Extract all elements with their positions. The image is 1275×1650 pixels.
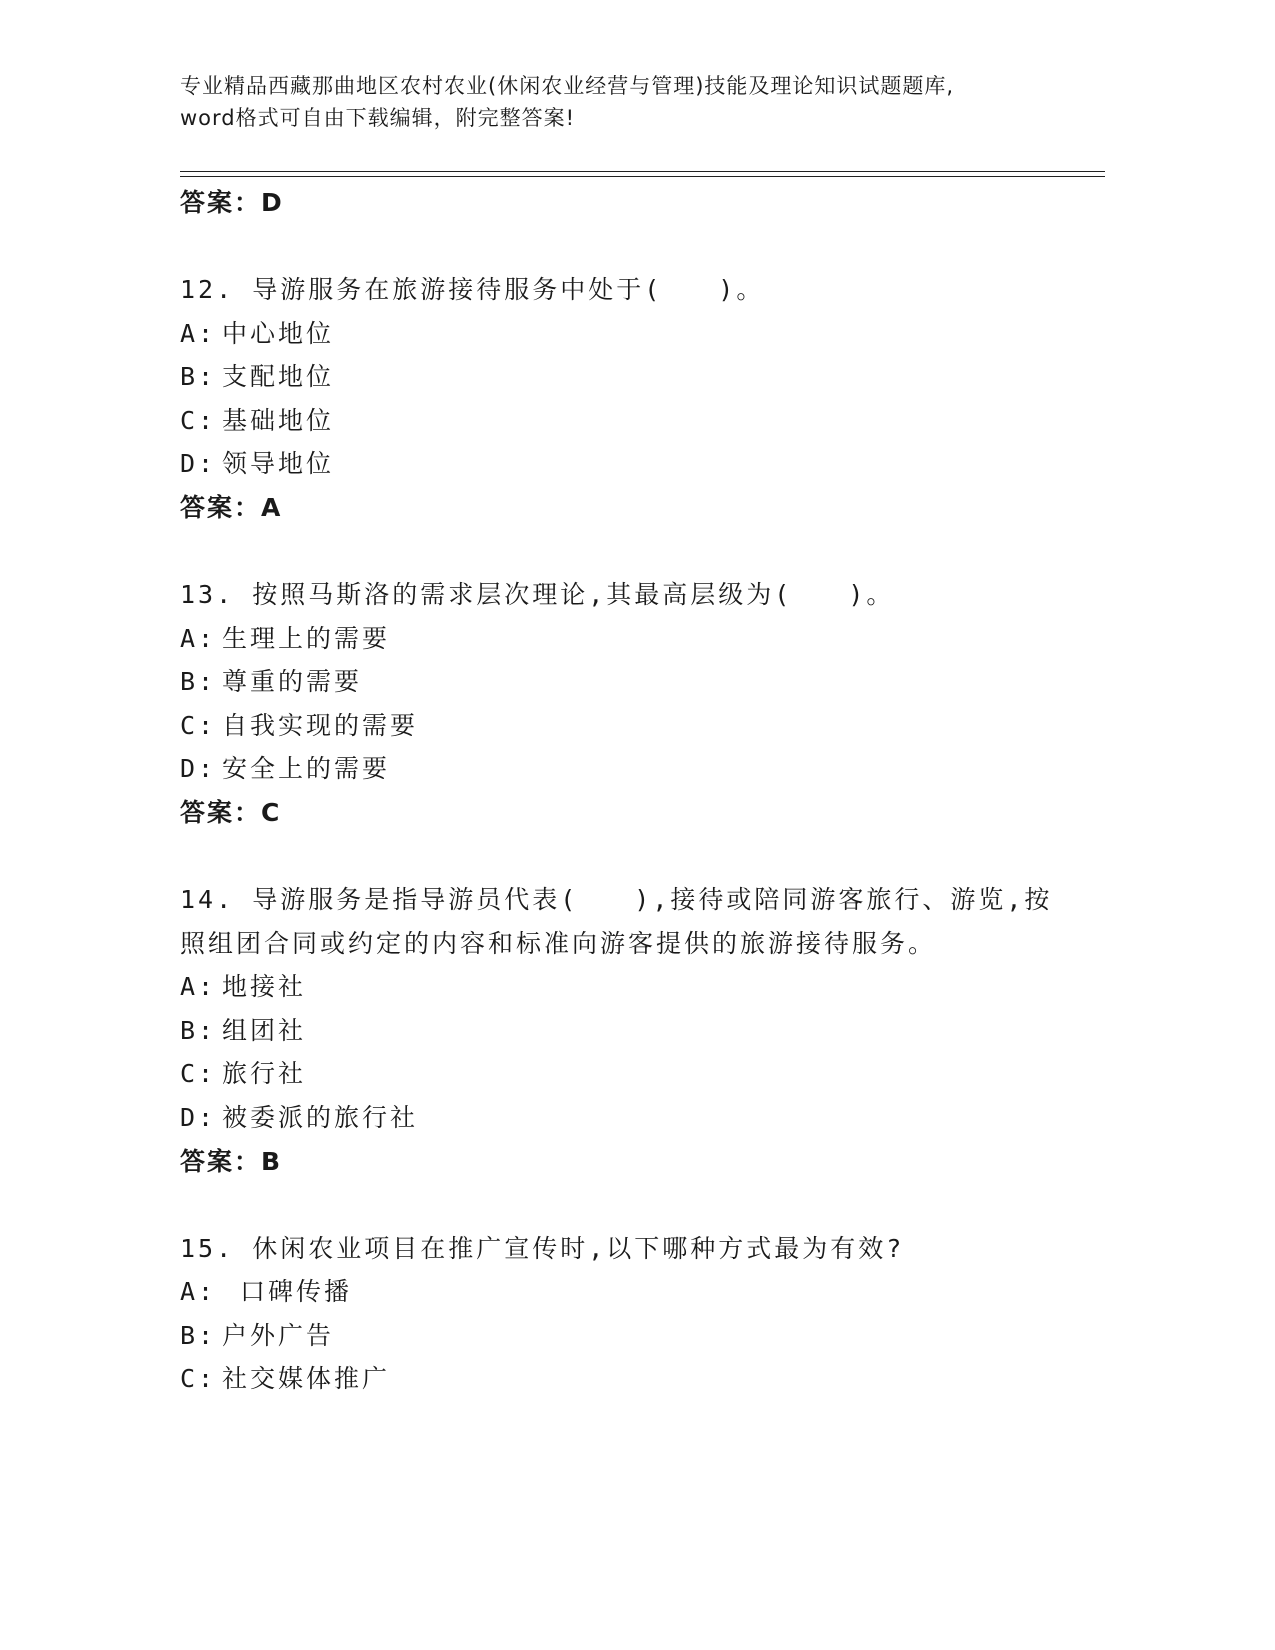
option-label: A: [180,1277,217,1307]
question-text: 按照马斯洛的需求层次理论,其最高层级为( )。 [252,579,895,609]
question-list [180,181,1060,1401]
question-number: 12. [180,275,235,304]
option-label: D: [180,449,217,479]
option-label: A: [180,318,217,348]
question-number: 14. [180,884,235,914]
option-label: C: [180,710,217,740]
option-b [180,660,1060,704]
option-text: 自我实现的需要 [222,710,419,740]
option-text: 中心地位 [222,318,335,348]
option-text: 旅行社 [222,1059,307,1089]
option-a [180,617,1060,661]
answer-line: 答案：A [180,492,283,522]
option-d [180,1096,1060,1140]
question-stem [180,573,1060,617]
option-c [180,704,1060,748]
header-rule-top [180,171,1105,172]
option-c [180,399,1060,443]
answer-line: 答案：D [180,188,284,217]
option-text: 组团社 [222,1015,307,1045]
answer-line: 答案：B [180,1146,283,1176]
option-label: C: [180,1059,217,1089]
option-label: A: [180,972,217,1002]
header-line-1: 专业精品西藏那曲地区农村农业(休闲农业经营与管理)技能及理论知识试题题库, [180,74,955,98]
option-b [180,1009,1060,1053]
option-a [180,1270,1060,1314]
option-text: 生理上的需要 [222,623,391,653]
option-d [180,747,1060,791]
question-number: 13. [180,579,235,609]
option-text: 地接社 [222,972,307,1002]
header-rule-bottom [180,176,1105,177]
option-label: D: [180,754,217,784]
option-d [180,442,1060,486]
option-b [180,355,1060,399]
header-line-2: word格式可自由下载编辑，附完整答案! [180,106,576,130]
option-text: 支配地位 [222,362,335,392]
option-label: B: [180,1320,217,1350]
question-text: 导游服务是指导游员代表( ),接待或陪同游客旅行、游览,按照组团合同或约定的内容和标准向游客提供的旅游接待服务。 [180,884,1053,958]
question-text: 导游服务在旅游接待服务中处于( )。 [252,275,765,304]
question-14 [180,878,1060,1184]
option-text: 户外广告 [222,1320,335,1350]
option-c [180,1052,1060,1096]
option-text: 安全上的需要 [222,754,391,784]
question-13 [180,573,1060,835]
option-text: 基础地位 [222,405,335,435]
option-a [180,965,1060,1009]
question-15 [180,1227,1060,1401]
option-c [180,1357,1060,1401]
answer-line: 答案：C [180,797,282,827]
option-text: 尊重的需要 [222,667,363,697]
option-label: D: [180,1102,217,1132]
option-text: 被委派的旅行社 [222,1102,419,1132]
option-label: A: [180,623,217,653]
question-number: 15. [180,1233,235,1263]
option-label: B: [180,667,217,697]
question-stem [180,878,1060,965]
option-label: B: [180,1015,217,1045]
option-text: 社交媒体推广 [222,1364,391,1394]
question-12 [180,268,1060,530]
question-text: 休闲农业项目在推广宣传时,以下哪种方式最为有效? [252,1233,905,1263]
option-a [180,312,1060,356]
option-label: B: [180,362,217,392]
option-text: 口碑传播 [222,1277,353,1307]
question-stem [180,268,1060,312]
option-label: C: [180,405,217,435]
question-stem [180,1227,1060,1271]
document-header [180,70,1080,134]
option-text: 领导地位 [222,449,335,479]
option-b [180,1314,1060,1358]
option-label: C: [180,1364,217,1394]
